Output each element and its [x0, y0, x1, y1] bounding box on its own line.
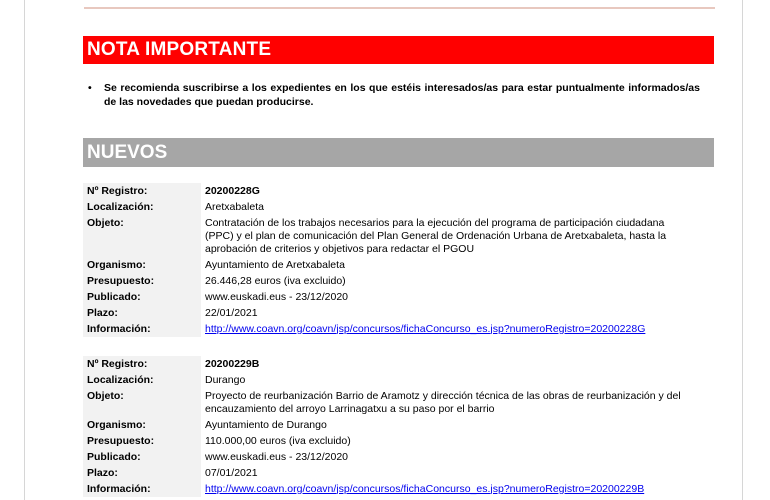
objeto-row — [83, 388, 703, 417]
localizacion-value: Aretxabaleta — [205, 200, 264, 213]
nota-bullet-item — [88, 81, 700, 109]
registro-label: Nº Registro: — [83, 356, 201, 372]
publicado-row — [83, 289, 703, 305]
plazo-value: 07/01/2021 — [205, 466, 258, 479]
localizacion-label: Localización: — [83, 372, 201, 388]
localizacion-row — [83, 372, 703, 388]
presupuesto-value: 26.446,28 euros (iva excluido) — [205, 274, 346, 287]
registro-row — [83, 356, 703, 372]
registro-label: Nº Registro: — [83, 183, 201, 199]
nota-importante-banner — [83, 36, 714, 64]
concurso-entry — [83, 183, 703, 337]
objeto-value: Proyecto de reurbanización Barrio de Aramotz y dirección técnica de las obras de reurbanización y del encauzamiento del arroyo Larrinagatxu a su paso por el barrio — [205, 389, 681, 415]
presupuesto-label: Presupuesto: — [83, 433, 201, 449]
publicado-value: www.euskadi.eus - 23/12/2020 — [205, 290, 349, 303]
top-divider — [84, 7, 715, 9]
registro-value: 20200229B — [205, 357, 260, 370]
organismo-row — [83, 257, 703, 273]
concurso-entry — [83, 356, 703, 497]
presupuesto-row — [83, 273, 703, 289]
informacion-label: Información: — [83, 321, 201, 337]
nuevos-banner — [83, 138, 714, 167]
page-border-right — [742, 0, 743, 500]
localizacion-row — [83, 199, 703, 215]
organismo-label: Organismo: — [83, 417, 201, 433]
objeto-row — [83, 215, 703, 257]
plazo-row — [83, 305, 703, 321]
organismo-value: Ayuntamiento de Durango — [205, 418, 327, 431]
informacion-row — [83, 321, 703, 337]
plazo-value: 22/01/2021 — [205, 306, 258, 319]
nota-importante-title: NOTA IMPORTANTE — [87, 39, 272, 60]
page-border-left — [24, 0, 25, 500]
plazo-row — [83, 465, 703, 481]
registro-value: 20200228G — [205, 184, 260, 197]
organismo-value: Ayuntamiento de Aretxabaleta — [205, 258, 345, 271]
informacion-row — [83, 481, 703, 497]
objeto-label: Objeto: — [83, 215, 201, 257]
presupuesto-row — [83, 433, 703, 449]
publicado-value: www.euskadi.eus - 23/12/2020 — [205, 450, 349, 463]
plazo-label: Plazo: — [83, 305, 201, 321]
publicado-label: Publicado: — [83, 289, 201, 305]
presupuesto-value: 110.000,00 euros (iva excluido) — [205, 434, 351, 447]
informacion-link[interactable]: http://www.coavn.org/coavn/jsp/concursos/fichaConcurso_es.jsp?numeroRegistro=20200229B — [205, 482, 645, 495]
informacion-link[interactable]: http://www.coavn.org/coavn/jsp/concursos/fichaConcurso_es.jsp?numeroRegistro=20200228G — [205, 322, 646, 335]
objeto-label: Objeto: — [83, 388, 201, 417]
bullet-icon: • — [88, 82, 92, 94]
publicado-row — [83, 449, 703, 465]
nuevos-title: NUEVOS — [87, 142, 168, 163]
publicado-label: Publicado: — [83, 449, 201, 465]
organismo-row — [83, 417, 703, 433]
objeto-value: Contratación de los trabajos necesarios para la ejecución del programa de participación ciudadana (PPC) y el plan de comunicación del Plan General de Ordenación Urbana de Aretxabaleta, hasta la aprobación de criterios y objetivos para redactar el PGOU — [205, 216, 667, 255]
organismo-label: Organismo: — [83, 257, 201, 273]
registro-row — [83, 183, 703, 199]
nota-text: Se recomienda suscribirse a los expedientes en los que estéis interesados/as para estar puntualmente informados/as de las novedades que puedan producirse. — [104, 82, 700, 108]
presupuesto-label: Presupuesto: — [83, 273, 201, 289]
informacion-label: Información: — [83, 481, 201, 497]
localizacion-value: Durango — [205, 373, 246, 386]
localizacion-label: Localización: — [83, 199, 201, 215]
plazo-label: Plazo: — [83, 465, 201, 481]
